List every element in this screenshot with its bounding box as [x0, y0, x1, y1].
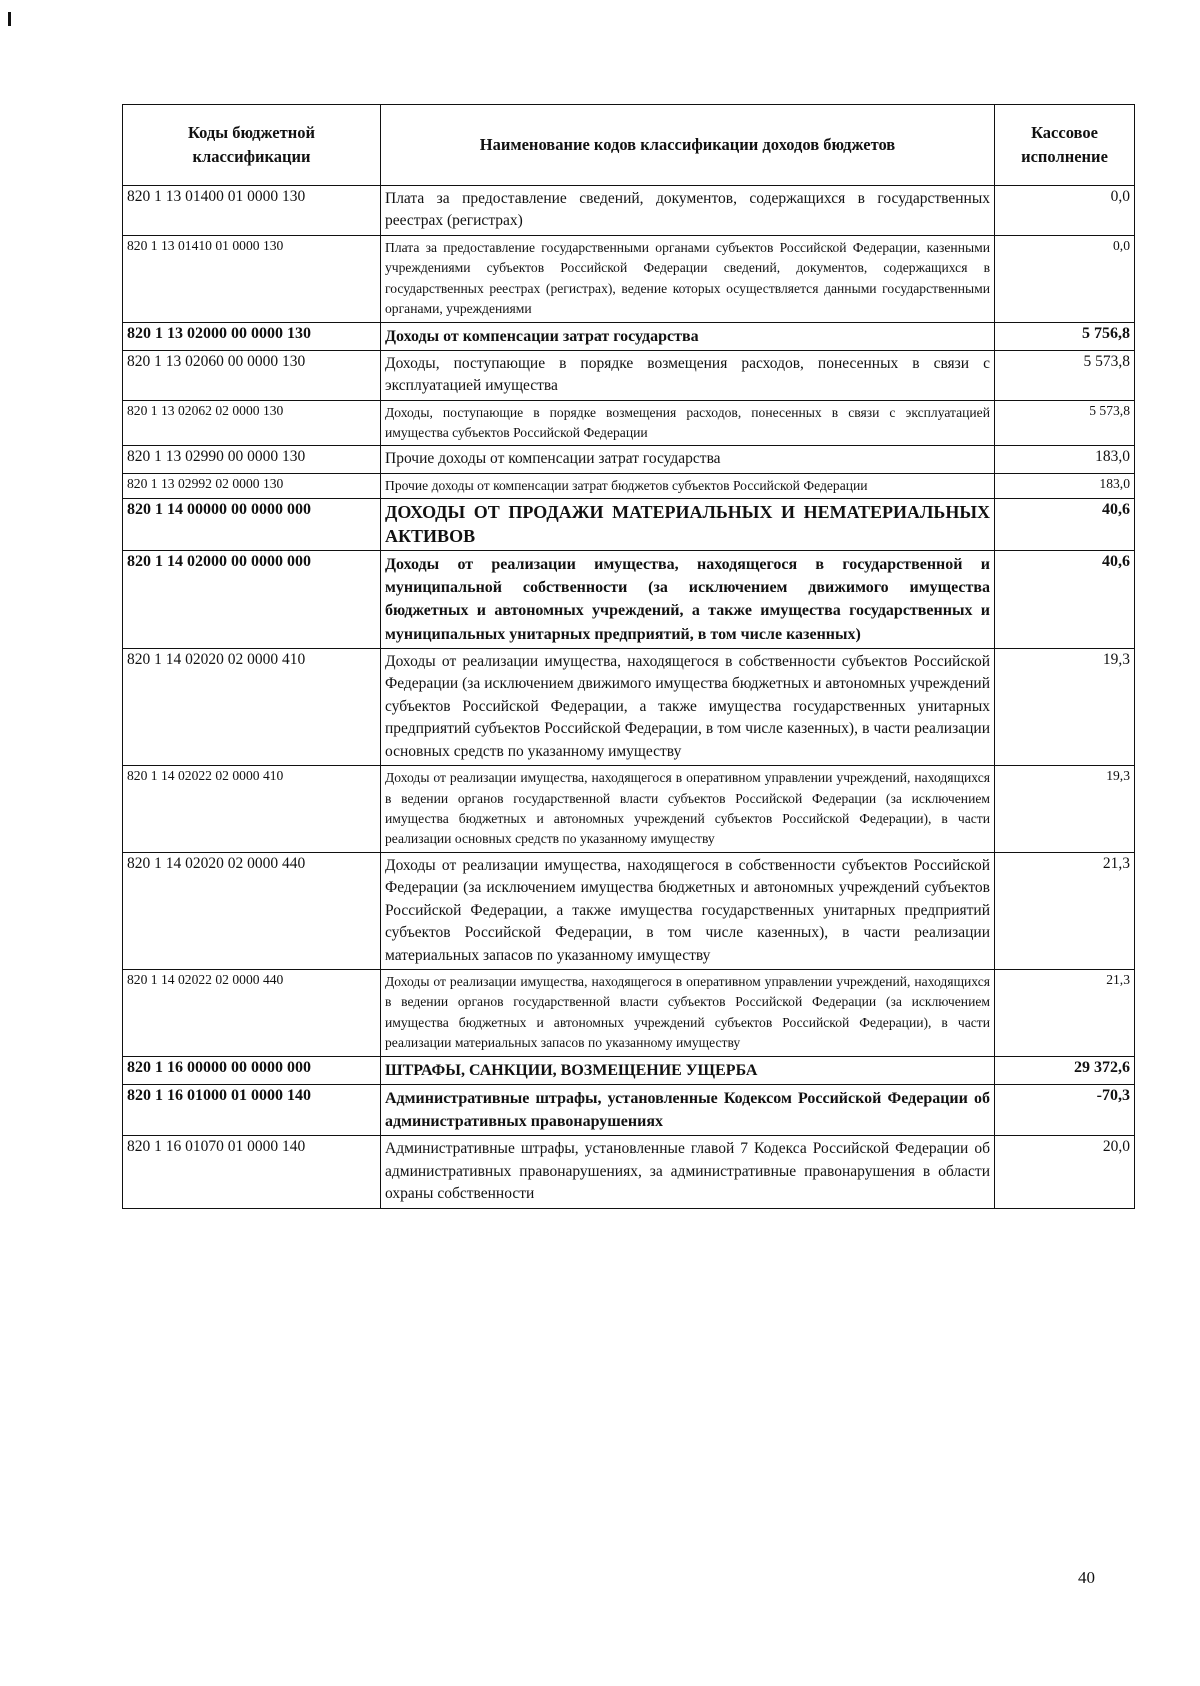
row-name: Прочие доходы от компенсации затрат государства: [381, 446, 995, 473]
row-name: Доходы от компенсации затрат государства: [381, 322, 995, 350]
table-row: [123, 350, 1135, 400]
row-name: Доходы от реализации имущества, находящегося в оперативном управлении учреждений, находящихся в ведении органов государственной власти субъектов Российской Федерации (за исключением имущества бюджетных и автономных учреждений субъектов Российской Федерации), в части реализации основных средств по указанному имуществу: [381, 766, 995, 853]
row-name: Доходы, поступающие в порядке возмещения расходов, понесенных в связи с эксплуатацией имущества: [381, 350, 995, 400]
row-amount: 183,0: [995, 473, 1135, 498]
table-row: [123, 970, 1135, 1057]
row-amount: 0,0: [995, 186, 1135, 236]
row-amount: 19,3: [995, 766, 1135, 853]
row-code: 820 1 13 02992 02 0000 130: [123, 473, 381, 498]
table-row: [123, 473, 1135, 498]
table-row: [123, 186, 1135, 236]
row-amount: 29 372,6: [995, 1056, 1135, 1084]
table-row: [123, 235, 1135, 322]
row-code: 820 1 14 02020 02 0000 440: [123, 852, 381, 969]
table-row: [123, 1136, 1135, 1208]
header-amount: Кассовое исполнение: [995, 105, 1135, 186]
row-code: 820 1 14 02022 02 0000 440: [123, 970, 381, 1057]
table-row: [123, 852, 1135, 969]
row-code: 820 1 13 01410 01 0000 130: [123, 235, 381, 322]
table-row: [123, 1084, 1135, 1135]
row-code: 820 1 14 02020 02 0000 410: [123, 648, 381, 765]
row-amount: 19,3: [995, 648, 1135, 765]
row-code: 820 1 14 02022 02 0000 410: [123, 766, 381, 853]
row-name: Плата за предоставление сведений, документов, содержащихся в государственных реестрах (регистрах): [381, 186, 995, 236]
table-row: [123, 446, 1135, 473]
table-row: [123, 648, 1135, 765]
row-amount: 0,0: [995, 235, 1135, 322]
table-header-row: [123, 105, 1135, 186]
table-row: [123, 499, 1135, 551]
page-number: 40: [1078, 1568, 1095, 1587]
row-amount: 5 573,8: [995, 400, 1135, 446]
table-row: [123, 322, 1135, 350]
table-row: [123, 551, 1135, 649]
table-row: [123, 400, 1135, 446]
row-name: Доходы, поступающие в порядке возмещения расходов, понесенных в связи с эксплуатацией имущества субъектов Российской Федерации: [381, 400, 995, 446]
table-row: [123, 1056, 1135, 1084]
row-name: Административные штрафы, установленные главой 7 Кодекса Российской Федерации об административных правонарушениях, за административные правонарушения в области охраны собственности: [381, 1136, 995, 1208]
row-code: 820 1 16 00000 00 0000 000: [123, 1056, 381, 1084]
row-name: Доходы от реализации имущества, находящегося в оперативном управлении учреждений, находящихся в ведении органов государственной власти субъектов Российской Федерации (за исключением имущества бюджетных и автономных учреждений субъектов Российской Федерации), в части реализации материальных запасов по указанному имуществу: [381, 970, 995, 1057]
row-name: ШТРАФЫ, САНКЦИИ, ВОЗМЕЩЕНИЕ УЩЕРБА: [381, 1056, 995, 1084]
row-name: Административные штрафы, установленные Кодексом Российской Федерации об административных правонарушениях: [381, 1084, 995, 1135]
row-name: Доходы от реализации имущества, находящегося в государственной и муниципальной собственности (за исключением движимого имущества бюджетных и автономных учреждений, а также имущества государственных и муниципальных унитарных предприятий, в том числе казенных): [381, 551, 995, 649]
row-code: 820 1 13 02000 00 0000 130: [123, 322, 381, 350]
row-name: Доходы от реализации имущества, находящегося в собственности субъектов Российской Федерации (за исключением движимого имущества бюджетных и автономных учреждений субъектов Российской Федерации, а также имущества государственных унитарных предприятий субъектов Российской Федерации, в том числе казенных), в части реализации основных средств по указанному имуществу: [381, 648, 995, 765]
budget-revenue-table: [122, 104, 1135, 1209]
table-row: [123, 766, 1135, 853]
row-amount: 21,3: [995, 970, 1135, 1057]
row-name: Прочие доходы от компенсации затрат бюджетов субъектов Российской Федерации: [381, 473, 995, 498]
header-codes: Коды бюджетной классификации: [123, 105, 381, 186]
row-amount: 21,3: [995, 852, 1135, 969]
row-code: 820 1 13 02060 00 0000 130: [123, 350, 381, 400]
row-name: Доходы от реализации имущества, находящегося в собственности субъектов Российской Федерации (за исключением имущества бюджетных и автономных учреждений субъектов Российской Федерации, а также имущества государственных унитарных предприятий субъектов Российской Федерации, в том числе казенных), в части реализации материальных запасов по указанному имуществу: [381, 852, 995, 969]
row-code: 820 1 16 01070 01 0000 140: [123, 1136, 381, 1208]
row-amount: 20,0: [995, 1136, 1135, 1208]
row-code: 820 1 13 02990 00 0000 130: [123, 446, 381, 473]
row-name: Плата за предоставление государственными органами субъектов Российской Федерации, казенными учреждениями субъектов Российской Федерации сведений, документов, содержащихся в государственных реестрах (регистрах), ведение которых осуществляется данными государственными органами, учреждениями: [381, 235, 995, 322]
row-code: 820 1 14 02000 00 0000 000: [123, 551, 381, 649]
row-code: 820 1 13 02062 02 0000 130: [123, 400, 381, 446]
row-amount: 183,0: [995, 446, 1135, 473]
row-amount: 5 756,8: [995, 322, 1135, 350]
table-body: [123, 186, 1135, 1209]
header-names: Наименование кодов классификации доходов бюджетов: [381, 105, 995, 186]
row-amount: 40,6: [995, 499, 1135, 551]
row-code: 820 1 16 01000 01 0000 140: [123, 1084, 381, 1135]
row-amount: -70,3: [995, 1084, 1135, 1135]
row-name: ДОХОДЫ ОТ ПРОДАЖИ МАТЕРИАЛЬНЫХ И НЕМАТЕРИАЛЬНЫХ АКТИВОВ: [381, 499, 995, 551]
row-amount: 5 573,8: [995, 350, 1135, 400]
row-code: 820 1 14 00000 00 0000 000: [123, 499, 381, 551]
row-amount: 40,6: [995, 551, 1135, 649]
row-code: 820 1 13 01400 01 0000 130: [123, 186, 381, 236]
margin-mark: [8, 12, 11, 26]
